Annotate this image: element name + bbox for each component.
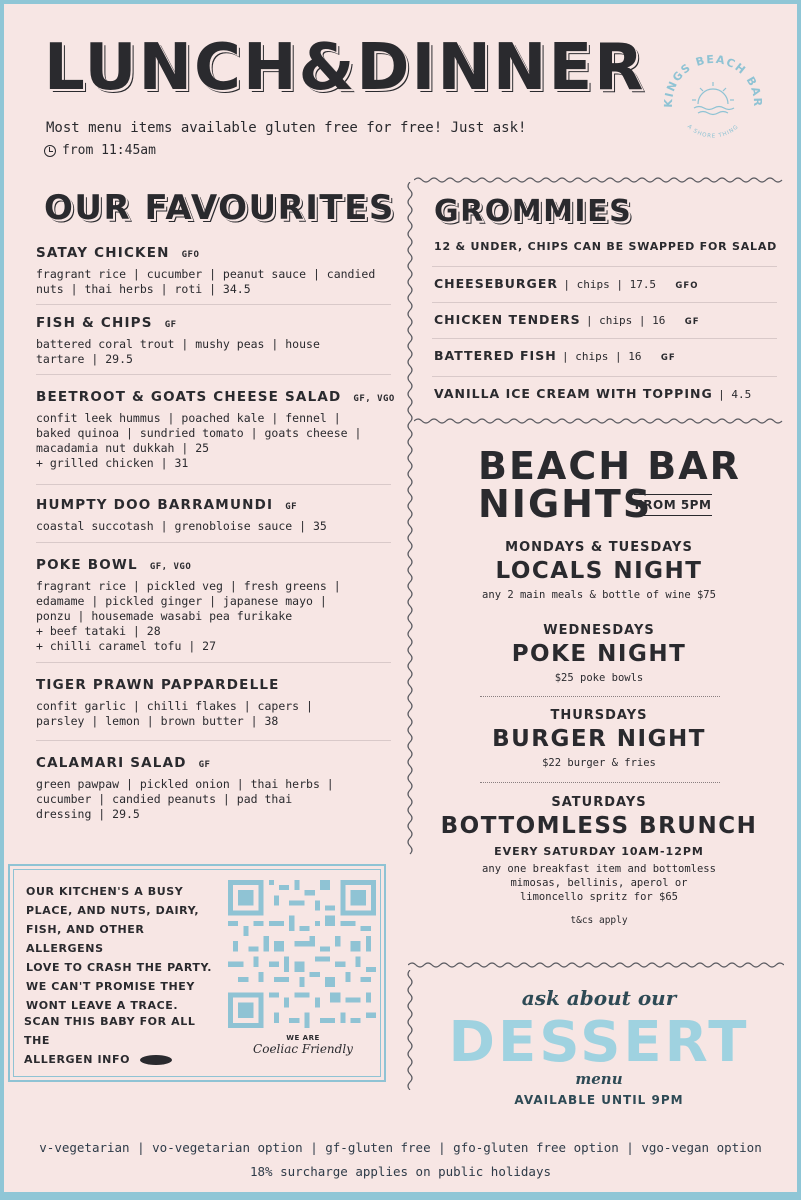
- night-name: POKE NIGHT: [511, 641, 687, 667]
- nights-from-time: FROM 5PM: [634, 494, 712, 516]
- vertical-wavy-divider: [406, 970, 414, 1090]
- dish-name: TIGER PRAWN PAPPARDELLE: [36, 677, 280, 693]
- kids-item-name: BATTERED FISH: [434, 348, 557, 363]
- kings-beach-bar-logo: [658, 44, 768, 154]
- night-burger: [414, 708, 784, 770]
- night-description: $25 poke bowls: [554, 672, 644, 684]
- kids-item-name: VANILLA ICE CREAM WITH TOPPING: [434, 386, 713, 401]
- kids-item-battered-fish: [434, 348, 676, 363]
- dietary-tag: GF: [684, 317, 700, 327]
- dish-name: CALAMARI SALAD: [36, 755, 187, 771]
- night-locals: [414, 540, 784, 602]
- logo-sub: A SHORE THING: [685, 123, 741, 140]
- item-divider: [36, 662, 391, 663]
- scan-line: SCAN THIS BABY FOR ALL THE: [24, 1015, 196, 1047]
- kids-item-detail: | chips | 16: [562, 350, 642, 363]
- dish-description: confit leek hummus | poached kale | fennel |: [36, 411, 341, 425]
- menu-item-poke-bowl: [36, 554, 396, 654]
- item-divider: [36, 740, 391, 741]
- dish-name: FISH & CHIPS: [36, 315, 153, 331]
- surfboard-icon: [140, 1055, 172, 1065]
- night-description: any one breakfast item and bottomless: [482, 863, 716, 875]
- dietary-tag: GF: [164, 320, 177, 330]
- opening-time: [44, 143, 156, 158]
- dish-description: confit garlic | chilli flakes | capers |: [36, 699, 313, 713]
- dotted-divider: [480, 696, 720, 697]
- night-bottomless-brunch: [414, 795, 784, 928]
- opening-time-text: from 11:45am: [62, 143, 156, 158]
- dish-description: macadamia nut dukkah | 25: [36, 441, 210, 455]
- dessert-availability: AVAILABLE UNTIL 9PM: [514, 1093, 684, 1107]
- night-poke: [414, 623, 784, 685]
- dessert-title: DESSERT: [448, 1010, 750, 1075]
- kids-item-cheeseburger: [434, 276, 698, 291]
- clock-icon: [44, 145, 56, 157]
- night-day: THURSDAYS: [550, 708, 648, 723]
- item-divider: [36, 374, 391, 375]
- coeliac-friendly-badge: [248, 1034, 358, 1056]
- dietary-tag: GFO: [181, 250, 200, 260]
- holiday-surcharge-note: 18% surcharge applies on public holidays: [249, 1164, 552, 1179]
- night-description: limoncello spritz for $65: [519, 891, 679, 903]
- dietary-tag: GF, VGO: [353, 394, 395, 404]
- dietary-tag: GF: [198, 760, 211, 770]
- nights-title-line2: NIGHTS: [478, 482, 653, 526]
- dish-description: edamame | pickled ginger | japanese mayo |: [36, 594, 327, 608]
- dish-description: dressing | 29.5: [36, 807, 140, 821]
- dietary-tag: GF, VGO: [149, 562, 192, 572]
- dish-description: fragrant rice | pickled veg | fresh greens |: [36, 579, 341, 593]
- menu-item-barramundi: [36, 494, 396, 534]
- dish-description: green pawpaw | pickled onion | thai herbs |: [36, 777, 334, 791]
- dietary-tag: GF: [285, 502, 298, 512]
- menu-item-beetroot-salad: [36, 386, 396, 471]
- kids-item-name: CHICKEN TENDERS: [434, 312, 581, 327]
- svg-text:A SHORE THING: [686, 124, 740, 140]
- dish-description: coastal succotash | grenobloise sauce | 35: [36, 519, 327, 533]
- allergen-info-box: [8, 864, 386, 1082]
- dotted-divider: [480, 782, 720, 783]
- menu-item-fish-and-chips: [36, 312, 396, 367]
- nights-title-line1: BEACH BAR: [478, 444, 741, 488]
- kids-item-detail: | chips | 16: [585, 314, 666, 327]
- wavy-divider: [414, 416, 784, 426]
- kids-item-detail: | chips | 17.5: [563, 278, 657, 291]
- night-name: BOTTOMLESS BRUNCH: [440, 813, 758, 839]
- dish-description: + grilled chicken | 31: [36, 456, 189, 470]
- dish-description: nuts | thai herbs | roti | 34.5: [36, 282, 251, 296]
- logo-name: KINGS BEACH BAR: [661, 52, 765, 108]
- dish-description: battered coral trout | mushy peas | house: [36, 337, 320, 351]
- item-divider: [36, 542, 391, 543]
- dish-description: + beef tataki | 28: [36, 624, 161, 638]
- night-name: LOCALS NIGHT: [495, 558, 703, 584]
- vertical-wavy-divider: [406, 182, 414, 857]
- dessert-menu-label: menu: [575, 1070, 623, 1088]
- allergen-line: LOVE TO CRASH THE PARTY.: [26, 961, 213, 974]
- allergen-line: FISH, AND OTHER ALLERGENS: [26, 923, 145, 955]
- terms-note: t&cs apply: [570, 915, 628, 926]
- item-divider: [432, 338, 777, 339]
- wavy-divider: [414, 175, 784, 185]
- kids-item-ice-cream: [434, 386, 751, 401]
- allergen-warning: [26, 882, 226, 1015]
- allergen-line: WE CAN'T PROMISE THEY: [26, 980, 195, 993]
- dessert-ask: ask about our: [521, 986, 677, 1010]
- grommies-title: GROMMIES: [434, 194, 633, 229]
- gluten-free-tagline: Most menu items available gluten free for free! Just ask!: [46, 120, 527, 136]
- favourites-title: OUR FAVOURITES: [44, 188, 395, 228]
- item-divider: [36, 484, 391, 485]
- dish-name: HUMPTY DOO BARRAMUNDI: [36, 497, 274, 513]
- dish-description: baked quinoa | sundried tomato | goats cheese |: [36, 426, 362, 440]
- sun-icon: [692, 82, 734, 115]
- scan-line: ALLERGEN INFO: [24, 1053, 131, 1066]
- dish-description: tartare | 29.5: [36, 352, 133, 366]
- item-divider: [432, 302, 777, 303]
- dish-description: ponzu | housemade wasabi pea furikake: [36, 609, 293, 623]
- dietary-legend: v-vegetarian | vo-vegetarian option | gf-gluten free | gfo-gluten free option | vgo-vegan option: [39, 1140, 762, 1155]
- allergen-line: OUR KITCHEN'S A BUSY: [26, 885, 184, 898]
- kids-item-detail: | 4.5: [718, 388, 752, 401]
- allergen-qr-code[interactable]: [228, 880, 376, 1028]
- allergen-line: PLACE, AND NUTS, DAIRY,: [26, 904, 200, 917]
- dietary-tag: GFO: [675, 281, 699, 291]
- dish-name: SATAY CHICKEN: [36, 245, 170, 261]
- menu-page: [4, 4, 797, 1192]
- we-are-label: WE ARE: [286, 1034, 320, 1042]
- kids-item-name: CHEESEBURGER: [434, 276, 558, 291]
- wavy-divider: [408, 960, 784, 970]
- item-divider: [36, 304, 391, 305]
- dish-name: BEETROOT & GOATS CHEESE SALAD: [36, 389, 342, 405]
- dish-description: parsley | lemon | brown butter | 38: [36, 714, 279, 728]
- coeliac-friendly-label: Coeliac Friendly: [253, 1042, 353, 1056]
- dish-description: + chilli caramel tofu | 27: [36, 639, 217, 653]
- night-day: MONDAYS & TUESDAYS: [505, 540, 693, 555]
- night-description: $22 burger & fries: [542, 757, 656, 769]
- night-name: BURGER NIGHT: [492, 726, 706, 752]
- night-description: mimosas, bellinis, aperol or: [510, 877, 688, 889]
- dish-description: cucumber | candied peanuts | pad thai: [36, 792, 293, 806]
- brunch-time: EVERY SATURDAY 10AM-12PM: [494, 845, 704, 858]
- menu-item-satay-chicken: [36, 242, 396, 297]
- dish-description: fragrant rice | cucumber | peanut sauce | candied: [36, 267, 376, 281]
- menu-item-calamari-salad: [36, 752, 396, 822]
- night-description: any 2 main meals & bottle of wine $75: [482, 589, 716, 601]
- item-divider: [432, 266, 777, 267]
- menu-item-tiger-prawn-pappardelle: [36, 674, 396, 729]
- svg-text:KINGS BEACH BAR: [662, 53, 764, 108]
- item-divider: [432, 376, 777, 377]
- dish-name: POKE BOWL: [36, 557, 138, 573]
- scan-instruction: [24, 1012, 224, 1069]
- grommies-subtitle: 12 & UNDER, CHIPS CAN BE SWAPPED FOR SALAD: [434, 240, 778, 253]
- night-day: WEDNESDAYS: [543, 623, 655, 638]
- page-title: LUNCH&DINNER: [44, 31, 646, 105]
- allergen-line: WONT LEAVE A TRACE.: [26, 999, 179, 1012]
- night-day: SATURDAYS: [551, 795, 647, 810]
- dietary-tag: GF: [660, 353, 676, 363]
- kids-item-chicken-tenders: [434, 312, 700, 327]
